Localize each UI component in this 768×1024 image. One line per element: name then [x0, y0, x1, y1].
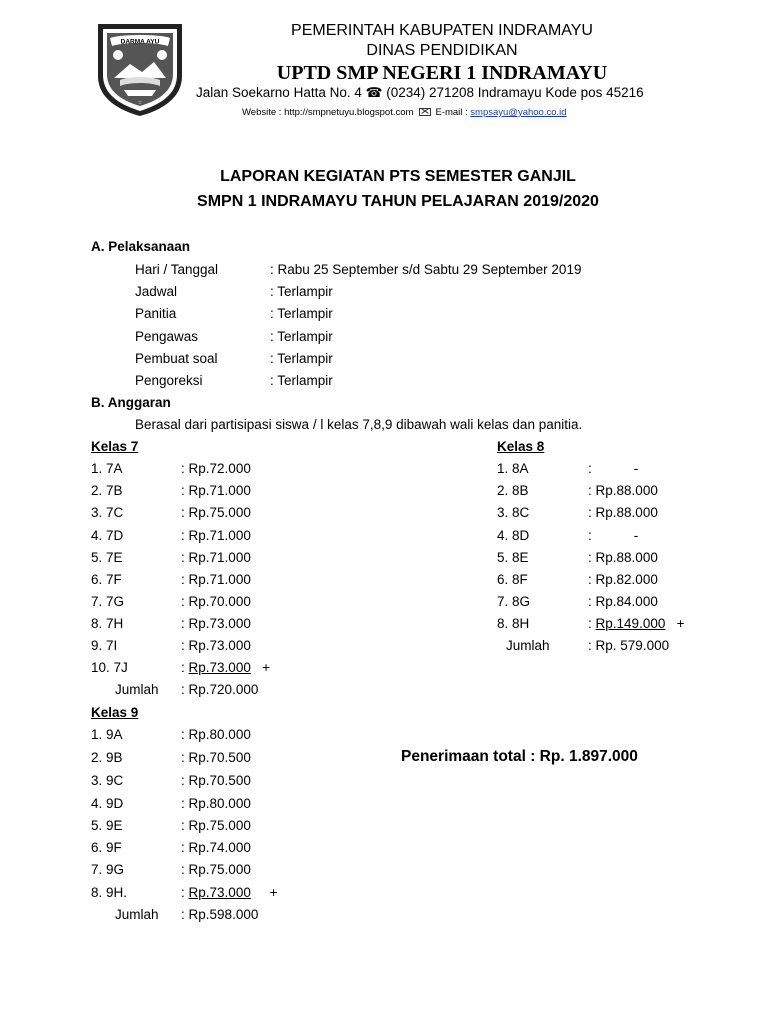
kelas9-heading: Kelas 9: [91, 705, 139, 720]
kelas7-amount: : Rp.73.000: [181, 616, 251, 631]
kelas8-amount: : Rp.88.000: [588, 505, 658, 520]
kelas7-amount: : Rp.75.000: [181, 505, 251, 520]
kelas7-class-name: 7. 7G: [91, 594, 125, 609]
svg-text:DARMA AYU: DARMA AYU: [120, 38, 160, 46]
anggaran-description: Berasal dari partisipasi siswa / l kelas 7,8,9 dibawah wali kelas dan panitia.: [135, 417, 583, 432]
kelas8-class-name: 1. 8A: [497, 461, 529, 476]
kelas7-jumlah-label: Jumlah: [115, 682, 159, 697]
kelas8-jumlah-value: : Rp. 579.000: [588, 638, 670, 653]
address-phone-city: (0234) 271208 Indramayu Kode pos 45216: [386, 85, 644, 100]
kelas8-jumlah-label: Jumlah: [506, 638, 550, 653]
svg-text:☆: ☆: [137, 100, 143, 106]
kelas8-amount: : -: [588, 461, 639, 476]
pelaksanaan-label: Hari / Tanggal: [135, 262, 219, 277]
kelas8-heading: Kelas 8: [497, 439, 545, 454]
kelas9-class-name: 1. 9A: [91, 727, 123, 742]
kelas8-amount: : Rp.88.000: [588, 550, 658, 565]
kelas8-amount: : -: [588, 528, 639, 543]
pelaksanaan-value: : Rabu 25 September s/d Sabtu 29 September 2019: [270, 262, 582, 277]
pelaksanaan-label: Pengoreksi: [135, 373, 203, 388]
kelas8-class-name: 2. 8B: [497, 483, 529, 498]
letterhead-school-name: UPTD SMP NEGERI 1 INDRAMAYU: [276, 62, 608, 84]
kelas7-amount: : Rp.71.000: [181, 483, 251, 498]
kelas9-amount: : Rp.75.000: [181, 818, 251, 833]
kelas9-class-name: 7. 9G: [91, 862, 125, 877]
kelas9-amount: : Rp.75.000: [181, 862, 251, 877]
penerimaan-total: Penerimaan total : Rp. 1.897.000: [401, 748, 638, 765]
kelas8-amount: : Rp.88.000: [588, 483, 658, 498]
kelas7-amount: : Rp.73.000: [181, 638, 251, 653]
kelas7-class-name: 1. 7A: [91, 461, 123, 476]
pelaksanaan-value: : Terlampir: [270, 284, 333, 299]
sum-plus-sign: +: [676, 616, 685, 631]
kelas9-class-name: 8. 9H.: [91, 885, 128, 900]
kelas9-amount: : Rp.80.000: [181, 727, 251, 742]
kelas7-amount: : Rp.73.000 +: [181, 660, 270, 675]
kelas9-amount: : Rp.73.000 +: [181, 885, 278, 900]
kelas7-class-name: 9. 7I: [91, 638, 118, 653]
kelas7-amount: : Rp.71.000: [181, 572, 251, 587]
kelas8-class-name: 3. 8C: [497, 505, 530, 520]
kelas8-class-name: 8. 8H: [497, 616, 530, 631]
report-title: LAPORAN KEGIATAN PTS SEMESTER GANJIL: [220, 168, 576, 185]
email-link[interactable]: smpsayu@yahoo.co.id: [470, 107, 567, 118]
kelas8-class-name: 6. 8F: [497, 572, 528, 587]
section-anggaran-heading: B. Anggaran: [91, 395, 171, 410]
pelaksanaan-label: Pembuat soal: [135, 351, 218, 366]
kelas7-class-name: 5. 7E: [91, 550, 123, 565]
kelas9-jumlah-value: : Rp.598.000: [181, 907, 259, 922]
kelas7-amount: : Rp.72.000: [181, 461, 251, 476]
kelas9-amount: : Rp.74.000: [181, 840, 251, 855]
pelaksanaan-value: : Terlampir: [270, 306, 333, 321]
kelas7-class-name: 3. 7C: [91, 505, 124, 520]
pelaksanaan-label: Pengawas: [135, 329, 199, 344]
kelas7-amount: : Rp.71.000: [181, 528, 251, 543]
letterhead-department: DINAS PENDIDIKAN: [366, 42, 518, 59]
letterhead-government: PEMERINTAH KABUPATEN INDRAMAYU: [291, 22, 593, 39]
kelas8-amount: : Rp.84.000: [588, 594, 658, 609]
kelas7-amount: : Rp.71.000: [181, 550, 251, 565]
kelas9-class-name: 4. 9D: [91, 796, 124, 811]
kelas9-class-name: 3. 9C: [91, 773, 124, 788]
kelas9-amount: : Rp.70.500: [181, 750, 251, 765]
kelas9-class-name: 6. 9F: [91, 840, 122, 855]
kelas9-class-name: 5. 9E: [91, 818, 123, 833]
kelas9-jumlah-label: Jumlah: [115, 907, 159, 922]
kelas7-class-name: 6. 7F: [91, 572, 122, 587]
report-subtitle: SMPN 1 INDRAMAYU TAHUN PELAJARAN 2019/2020: [197, 193, 599, 210]
kelas9-amount: : Rp.80.000: [181, 796, 251, 811]
kelas9-class-name: 2. 9B: [91, 750, 123, 765]
sum-plus-sign: +: [269, 885, 278, 900]
phone-icon: ☎: [365, 85, 383, 100]
kelas9-amount: : Rp.70.500: [181, 773, 251, 788]
section-pelaksanaan-heading: A. Pelaksanaan: [91, 239, 191, 254]
kelas8-class-name: 4. 8D: [497, 528, 530, 543]
email-label: E-mail :: [435, 107, 468, 118]
letterhead-contact: [242, 107, 567, 118]
kelas7-amount: : Rp.70.000: [181, 594, 251, 609]
kelas7-jumlah-value: : Rp.720.000: [181, 682, 259, 697]
kelas8-class-name: 7. 8G: [497, 594, 531, 609]
kelas7-class-name: 2. 7B: [91, 483, 123, 498]
kelas8-amount: : Rp.149.000 +: [588, 616, 685, 631]
letterhead-address: [196, 85, 644, 101]
kelas7-class-name: 8. 7H: [91, 616, 124, 631]
pelaksanaan-value: : Terlampir: [270, 351, 333, 366]
kelas7-class-name: 10. 7J: [91, 660, 128, 675]
website-link[interactable]: Website : http://smpnetuyu.blogspot.com: [242, 107, 414, 118]
kelas8-class-name: 5. 8E: [497, 550, 529, 565]
kelas7-heading: Kelas 7: [91, 439, 139, 454]
kelas8-amount: : Rp.82.000: [588, 572, 658, 587]
pelaksanaan-label: Panitia: [135, 306, 177, 321]
sum-plus-sign: +: [262, 660, 270, 675]
pelaksanaan-label: Jadwal: [135, 284, 178, 299]
kelas7-class-name: 4. 7D: [91, 528, 124, 543]
envelope-icon: [419, 108, 431, 116]
pelaksanaan-value: : Terlampir: [270, 329, 333, 344]
pelaksanaan-value: : Terlampir: [270, 373, 333, 388]
address-street: Jalan Soekarno Hatta No. 4: [196, 85, 362, 100]
